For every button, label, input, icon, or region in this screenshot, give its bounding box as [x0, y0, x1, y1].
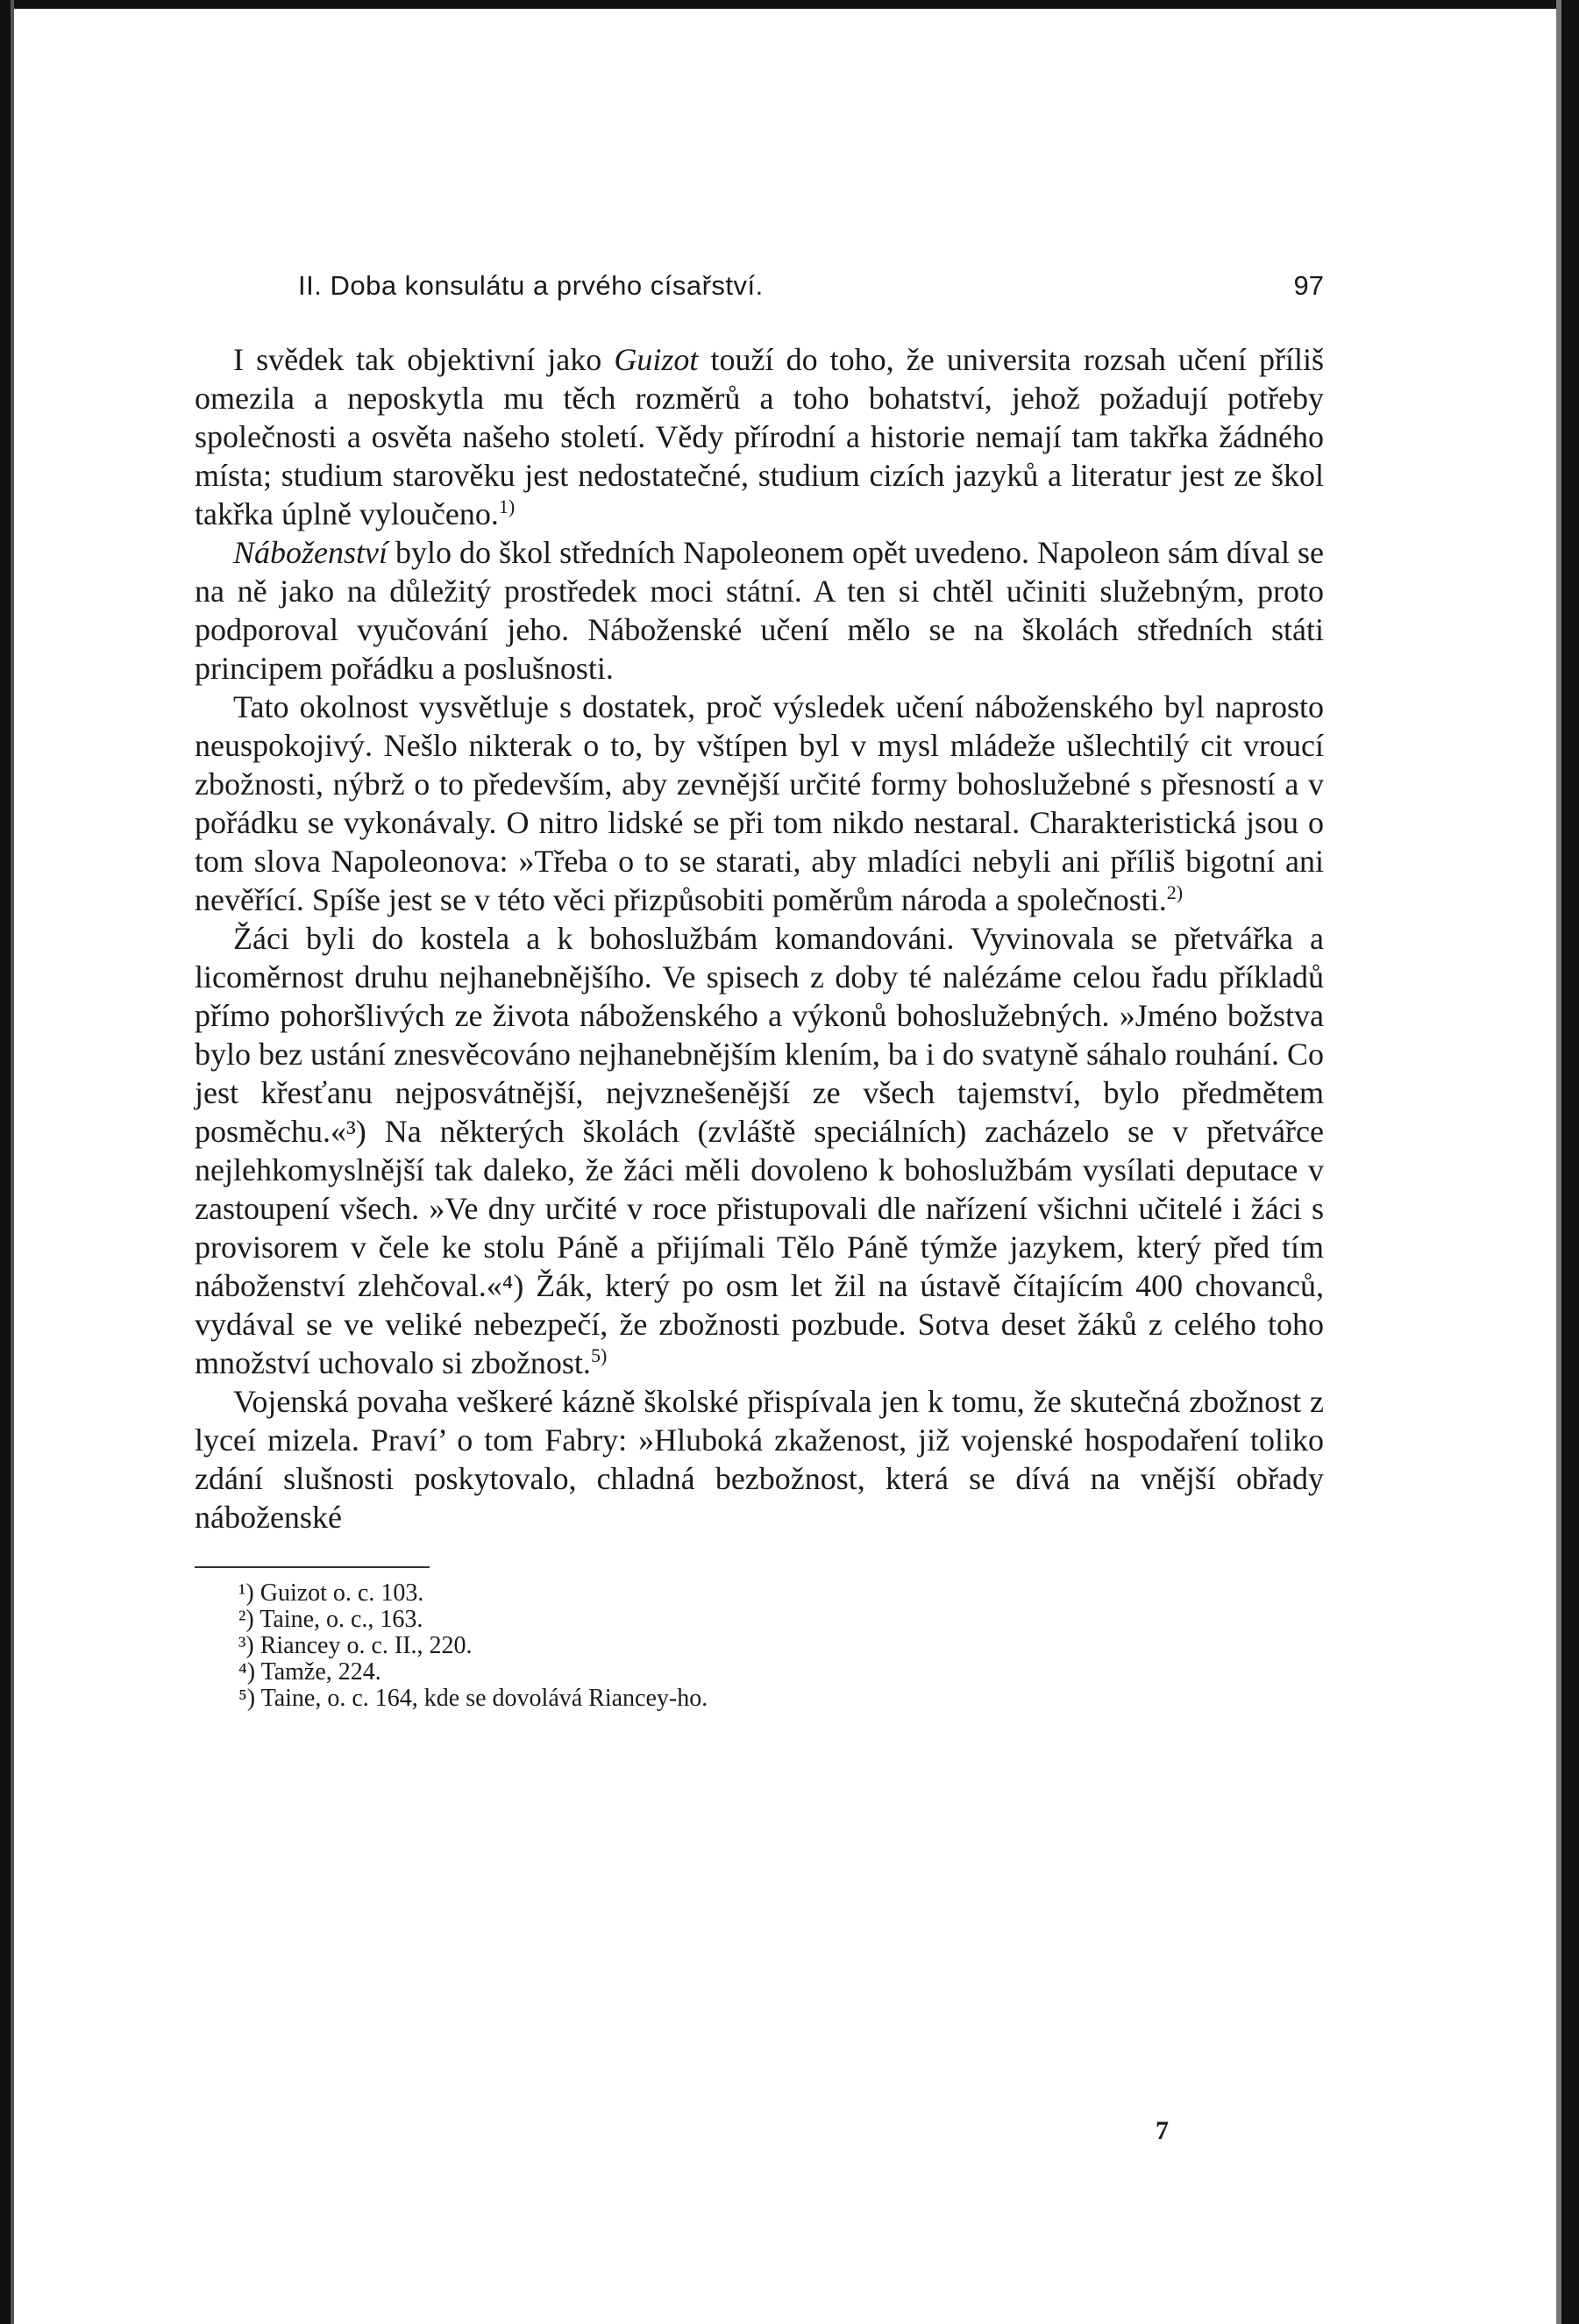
footnotes: [238, 1580, 1324, 1712]
paragraph-1-italic: Guizot: [614, 342, 699, 377]
paragraph-3: [195, 688, 1324, 919]
footnote-3: ³) Riancey o. c. II., 220.: [238, 1632, 473, 1659]
paragraph-2-rest: bylo do škol středních Napoleonem opět uvedeno. Napoleon sám díval se na ně jako na důležitý prostředek moci státní. A ten si chtěl učiniti služebným, proto podporoval vyučování jeho. Náboženské učení mělo se na školách středních státi principem pořádku a poslušnosti.: [195, 535, 1324, 686]
scan-border-left-shadow: [11, 0, 14, 2324]
paragraph-1: [195, 340, 1324, 533]
paragraph-1-lead: I svědek tak objektivní jako: [233, 342, 615, 377]
body-text: [195, 340, 1324, 1536]
scan-border-right: [1561, 0, 1579, 2324]
footnote-1: ¹) Guizot o. c. 103.: [238, 1579, 424, 1607]
footnote-rule: [195, 1566, 430, 1568]
running-head: [195, 263, 1324, 316]
paragraph-2-italic: Náboženství: [233, 535, 388, 570]
paragraph-3-text: Tato okolnost vysvětluje s dostatek, proč výsledek učení náboženského byl naprosto neuspokojivý. Nešlo nikterak o to, by vštípen byl v mysl mládeže ušlechtilý cit vroucí zbožnosti, nýbrž o to především, aby zevnější určité formy bohoslužebné s přesností a v pořádku se vykonávaly. O nitro lidské se při tom nikdo nestaral. Charakteristická jsou o tom slova Napoleonova: »Třeba o to se starati, aby mladíci nebyli ani příliš bigotní ani nevěřící. Spíše jest se v této věci přizpůsobiti poměrům národa a společnosti.: [195, 689, 1324, 917]
scan-border-right-shadow: [1556, 0, 1561, 2324]
scan-border-left: [0, 0, 11, 2324]
footnote-ref-5: 5): [590, 1344, 608, 1366]
page-number: 97: [1293, 270, 1324, 301]
footnote-2: ²) Taine, o. c., 163.: [238, 1606, 423, 1633]
paragraph-4: [195, 919, 1324, 1382]
paragraph-2: [195, 533, 1324, 688]
signature-mark: 7: [1156, 2116, 1169, 2145]
footnote-5: ⁵) Taine, o. c. 164, kde se dovolává Riancey-ho.: [238, 1685, 708, 1712]
paragraph-5-text: Vojenská povaha veškeré kázně školské přispívala jen k tomu, že skutečná zbožnost z lyceí mizela. Praví’ o tom Fabry: »Hluboká zkaženost, již vojenské hospodaření toliko zdání slušnosti poskytovalo, chladná bezbožnost, která se dívá na vnější obřady náboženské: [195, 1384, 1324, 1535]
footnote-ref-1: 1): [498, 495, 516, 517]
paragraph-1-rest: touží do toho, že universita rozsah učení příliš omezila a neposkytla mu těch rozměrů a toho bohatství, jehož požadují potřeby společnosti a osvěta našeho století. Vědy přírodní a historie nemají tam takřka žádného místa; studium starověku jest nedostatečné, studium cizích jazyků a literatur jest ze škol takřka úplně vyloučeno.: [195, 342, 1324, 531]
book-page: [195, 263, 1324, 1712]
footnote-4: ⁴) Tamže, 224.: [238, 1658, 381, 1686]
running-title: II. Doba konsulátu a prvého císařství.: [298, 270, 764, 301]
paragraph-5: [195, 1382, 1324, 1536]
paragraph-4-text: Žáci byli do kostela a k bohoslužbám komandováni. Vyvinovala se přetvářka a licoměrnost druhu nejhanebnějšího. Ve spisech z doby té nalézáme celou řadu příkladů přímo pohoršlivých ze života náboženského a výkonů bohoslužebných. »Jméno božstva bylo bez ustání znesvěcováno nejhanebnějším klením, ba i do svatyně sáhalo rouhání. Co jest křesťanu nejposvátnější, nejvznešenější ze všech tajemství, bylo předmětem posměchu.«³) Na některých školách (zvláště speciálních) zacházelo se v přetvářce nejlehkomyslnější tak daleko, že žáci měli dovoleno k bohoslužbám vysílati deputace v zastoupení všech. »Ve dny určité v roce přistupovali dle nařízení všichni učitelé i žáci s provisorem v čele ke stolu Páně a přijímali Tělo Páně týmže jazykem, který před tím náboženství zlehčoval.«⁴) Žák, který po osm let žil na ústavě čítajícím 400 chovanců, vydával se ve veliké nebezpečí, že zbožnosti pozbude. Sotva deset žáků z celého toho množství uchovalo si zbožnost.: [195, 921, 1324, 1380]
scan-border-top: [0, 0, 1579, 9]
footnote-ref-2: 2): [1166, 881, 1184, 903]
